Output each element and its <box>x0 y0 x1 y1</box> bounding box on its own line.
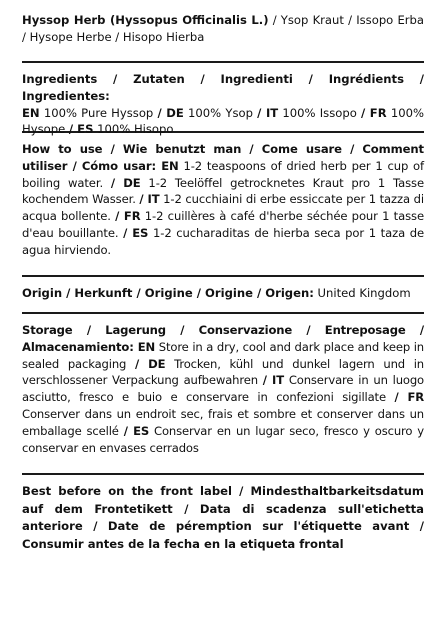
title-section <box>22 12 424 63</box>
ingredients-heading: Ingredients / Zutaten / Ingredienti / Ingrédients / Ingredientes: <box>22 72 424 103</box>
best-before-section <box>22 475 424 560</box>
product-name: Hyssop Herb (Hyssopus Officinalis L.) <box>22 13 269 27</box>
lang-code-it: / IT <box>257 105 279 120</box>
lang-code-de: / DE <box>157 105 184 120</box>
how-to-use-section <box>22 133 424 277</box>
storage-es: Conservar en un lugar seco, fresco y oscuro y conservar en envases cerrados <box>22 423 424 455</box>
ingredients-es: 100% Hisopo <box>93 122 174 137</box>
storage-en: Store in a dry, cool and dark place and keep in sealed packaging <box>22 339 424 371</box>
ingredients-fr: 100% Hysope <box>22 105 424 137</box>
how-to-use-fr: 1-2 cuillères à café d'herbe séchée pour 1 tasse d'eau bouillante. <box>22 209 424 240</box>
lang-code-es: / ES <box>68 122 94 137</box>
how-to-use-heading: How to use / Wie benutzt man / Come usare / Comment utiliser / Cómo usar: <box>22 142 424 173</box>
lang-code-en: EN <box>133 339 156 354</box>
best-before-text: Best before on the front label / Mindesthaltbarkeitsdatum auf dem Frontetikett / Data di scadenza sull'etichetta anteriore / Date de péremption sur l'étiquette avant / Consumir antes de la fecha en la etiqueta frontal <box>22 484 424 551</box>
lang-code-de: / DE <box>110 175 141 190</box>
how-to-use-en: 1-2 teaspoons of dried herb per 1 cup of boiling water. <box>22 158 425 190</box>
lang-code-fr: / FR <box>361 105 387 120</box>
ingredients-en: 100% Pure Hyssop <box>39 105 158 120</box>
how-to-use-de: 1-2 Teelöffel getrocknetes Kraut pro 1 Tasse kochendem Wasser. <box>22 175 424 207</box>
lang-code-fr: / FR <box>115 209 141 224</box>
storage-de: Trocken, kühl und dunkel lagern und in verschlossener Verpackung aufbewahren <box>22 356 424 388</box>
lang-code-en: EN <box>22 105 40 120</box>
lang-code-es: / ES <box>123 423 150 438</box>
origin-section <box>22 277 424 314</box>
lang-code-it: / IT <box>262 373 284 388</box>
lang-code-es: / ES <box>123 225 149 240</box>
storage-it: Conservare in un luogo asciutto, fresco e buio e conservare in confezioni sigillate <box>22 373 424 405</box>
storage-section <box>22 314 424 475</box>
lang-code-fr: / FR <box>394 390 424 405</box>
storage-fr: Conserver dans un endroit sec, frais et sombre et conserver dans un emballage scellé <box>22 406 424 438</box>
how-to-use-es: 1-2 cucharaditas de hierba seca por 1 taza de agua hirviendo. <box>22 225 425 257</box>
origin-heading: Origin / Herkunft / Origine / Origine / Origen: <box>22 286 314 300</box>
lang-code-en: EN <box>156 158 179 173</box>
product-name-translations: / Ysop Kraut / Issopo Erba / Hysope Herbe / Hisopo Hierba <box>22 13 425 44</box>
lang-code-de: / DE <box>134 356 166 371</box>
ingredients-de: 100% Ysop <box>183 105 258 120</box>
lang-code-it: / IT <box>139 192 160 207</box>
product-label <box>22 12 424 560</box>
ingredients-section <box>22 63 424 137</box>
how-to-use-it: 1-2 cucchiaini di erbe essiccate per 1 tazza di acqua bollente. <box>22 192 424 224</box>
storage-heading: Storage / Lagerung / Conservazione / Entreposage / Almacenamiento: <box>22 323 424 354</box>
ingredients-it: 100% Issopo <box>278 105 361 120</box>
origin-value: United Kingdom <box>313 286 411 300</box>
